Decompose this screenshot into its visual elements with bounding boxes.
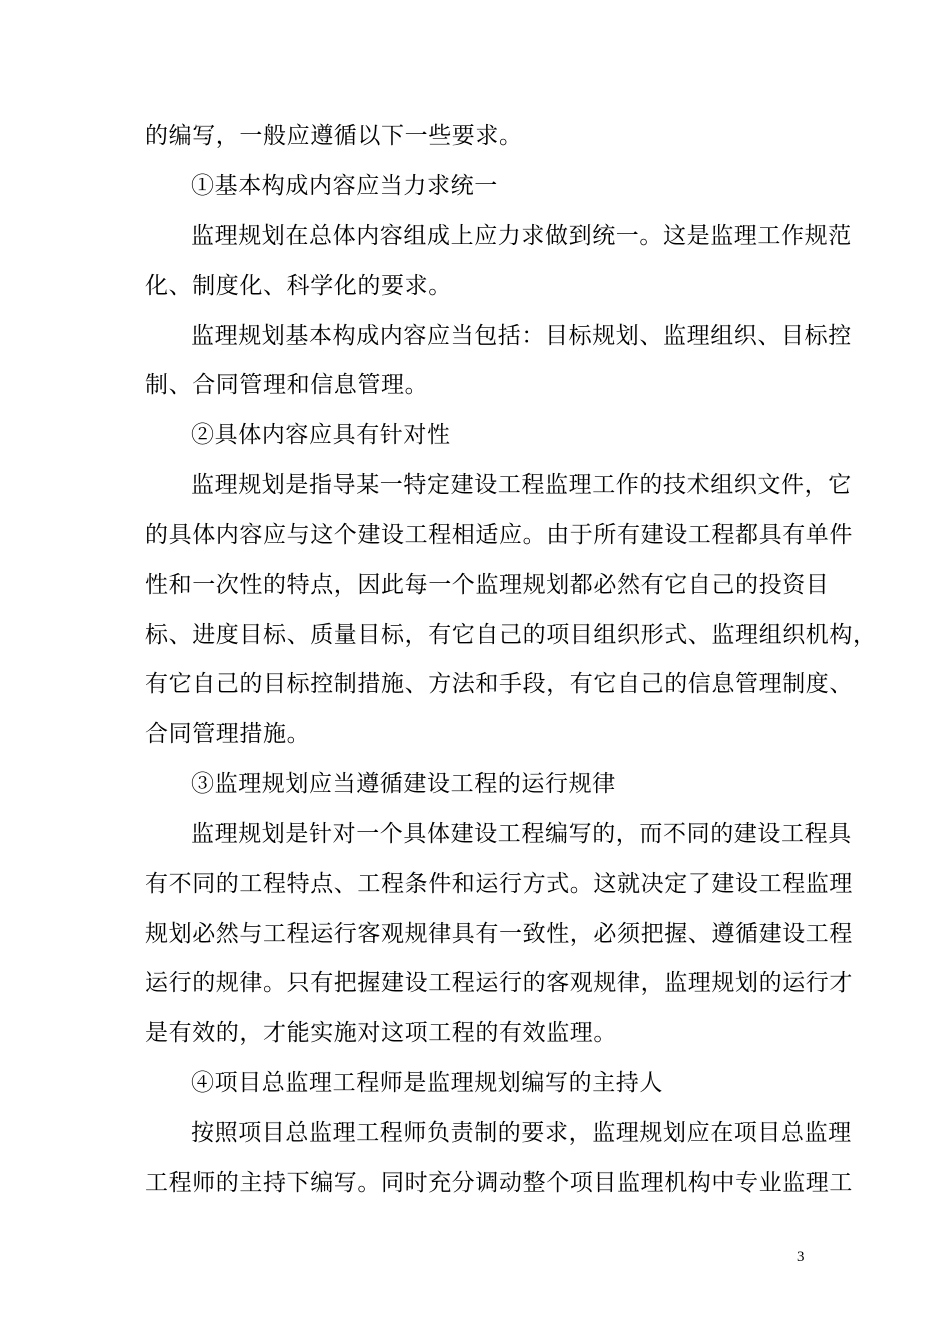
text-line: 性和一次性的特点，因此每一个监理规划都必然有它自己的投资目 xyxy=(145,572,830,598)
text-line: 规划必然与工程运行客观规律具有一致性，必须把握、遵循建设工程 xyxy=(145,921,853,947)
section-heading: ④项目总监理工程师是监理规划编写的主持人 xyxy=(191,1070,663,1096)
text-line: 监理规划是针对一个具体建设工程编写的，而不同的建设工程具 xyxy=(191,821,852,847)
text-line: 运行的规律。只有把握建设工程运行的客观规律，监理规划的运行才 xyxy=(145,970,853,996)
section-heading: ①基本构成内容应当力求统一 xyxy=(191,173,498,199)
text-line: 化、制度化、科学化的要求。 xyxy=(145,273,452,299)
text-line: 是有效的，才能实施对这项工程的有效监理。 xyxy=(145,1020,617,1046)
text-line: 工程师的主持下编写。同时充分调动整个项目监理机构中专业监理工 xyxy=(145,1170,853,1196)
text-line: 的具体内容应与这个建设工程相适应。由于所有建设工程都具有单件 xyxy=(145,522,853,548)
text-line: 有它自己的目标控制措施、方法和手段，有它自己的信息管理制度、 xyxy=(145,671,853,697)
section-heading: ②具体内容应具有针对性 xyxy=(191,422,451,448)
section-heading: ③监理规划应当遵循建设工程的运行规律 xyxy=(191,771,616,797)
text-line: 的编写，一般应遵循以下一些要求。 xyxy=(145,123,523,149)
text-line: 合同管理措施。 xyxy=(145,721,311,747)
text-line: 监理规划在总体内容组成上应力求做到统一。这是监理工作规范 xyxy=(191,223,852,249)
text-line: 标、进度目标、质量目标，有它自己的项目组织形式、监理组织机构， xyxy=(145,622,877,648)
text-line: 监理规划是指导某一特定建设工程监理工作的技术组织文件，它 xyxy=(191,472,852,498)
text-line: 制、合同管理和信息管理。 xyxy=(145,372,429,398)
text-line: 监理规划基本构成内容应当包括：目标规划、监理组织、目标控 xyxy=(191,323,852,349)
text-line: 按照项目总监理工程师负责制的要求，监理规划应在项目总监理 xyxy=(191,1120,852,1146)
text-line: 有不同的工程特点、工程条件和运行方式。这就决定了建设工程监理 xyxy=(145,871,853,897)
page-number: 3 xyxy=(797,1249,805,1265)
